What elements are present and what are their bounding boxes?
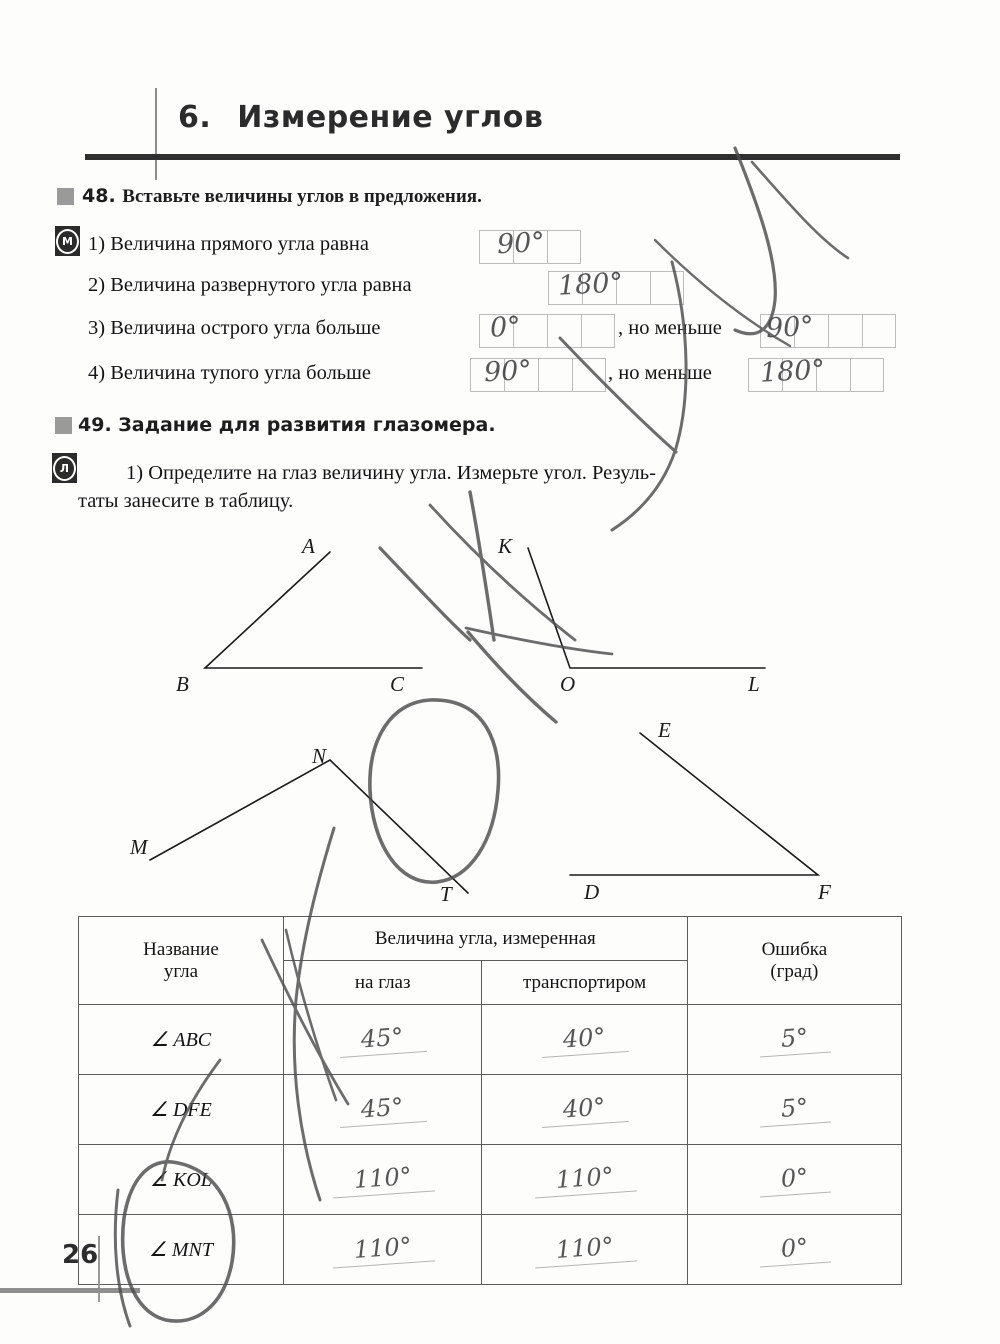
figure-label-O: O <box>560 672 576 696</box>
row-eye-value: 110° <box>331 1160 435 1198</box>
header-angle-name-line1: Название <box>143 938 219 960</box>
table-header-row-1 <box>79 917 902 961</box>
answer-cell[interactable] <box>547 230 581 264</box>
badge-m-letter: М <box>56 229 79 254</box>
task-48-heading <box>82 185 482 208</box>
task-48-number: 48. <box>82 185 116 207</box>
row-error-cell[interactable] <box>687 1005 901 1075</box>
figure-abc <box>205 552 422 668</box>
row-eye-cell[interactable] <box>283 1215 482 1285</box>
header-error-line1: Ошибка <box>761 938 828 960</box>
figure-label-T: T <box>440 882 452 906</box>
line-3-label: 3) <box>88 317 106 339</box>
row-error-value: 5° <box>758 1022 831 1058</box>
task-48-line-4-mid: , но меньше <box>608 362 712 384</box>
row-error-value: 0° <box>758 1232 831 1268</box>
header-angle-name <box>79 917 284 1005</box>
row-protractor-value: 40° <box>540 1021 628 1058</box>
header-measured-group: Величина угла, измеренная <box>283 917 687 961</box>
row-error-cell[interactable] <box>687 1145 901 1215</box>
row-error-value: 5° <box>758 1092 831 1128</box>
header-angle-name-line2: угла <box>163 960 199 982</box>
task-48-line-1 <box>88 233 369 256</box>
figure-label-A: A <box>302 534 315 558</box>
answer-cell[interactable] <box>650 271 684 305</box>
scribble-circle <box>370 700 499 882</box>
scribble-stroke <box>380 548 470 640</box>
task-48-line-4 <box>88 362 371 385</box>
line-2-text: Величина развернутого угла равна <box>110 274 412 296</box>
row-protractor-value: 110° <box>533 1230 637 1268</box>
row-protractor-value: 110° <box>533 1160 637 1198</box>
row-eye-value: 45° <box>338 1091 426 1128</box>
task-49-item-text-1: Определите на глаз величину угла. Измерьте угол. Резуль- <box>148 462 656 484</box>
answer-cell[interactable] <box>828 314 862 348</box>
answer-2-handwriting: 180° <box>557 267 624 302</box>
row-eye-value: 45° <box>338 1021 426 1058</box>
section-title-text: Измерение углов <box>237 100 544 135</box>
row-angle-name: ∠ KOL <box>79 1145 284 1215</box>
section-number: 6. <box>178 100 212 135</box>
figure-def <box>570 733 818 875</box>
scribble-stroke <box>735 148 775 334</box>
task-49-item-line-1 <box>126 462 656 485</box>
answer-4b-handwriting: 180° <box>759 354 826 389</box>
header-by-protractor: транспортиром <box>482 961 687 1005</box>
line-1-text: Величина прямого угла равна <box>110 233 369 255</box>
answer-cell[interactable] <box>850 358 884 392</box>
row-eye-cell[interactable] <box>283 1075 482 1145</box>
badge-m-icon <box>55 226 80 256</box>
table-row <box>79 1145 902 1215</box>
answer-3a-handwriting: 0° <box>489 311 522 344</box>
task-48-line-2 <box>88 274 412 297</box>
page-number: 26 <box>62 1240 99 1270</box>
figure-label-E: E <box>658 718 671 742</box>
figure-label-N: N <box>312 744 327 768</box>
scribble-stroke <box>470 492 494 640</box>
scribble-stroke <box>468 632 556 722</box>
answer-cell[interactable] <box>581 314 615 348</box>
figure-label-M: M <box>130 835 148 859</box>
line-1-label: 1) <box>88 233 106 255</box>
row-error-cell[interactable] <box>687 1215 901 1285</box>
row-eye-value: 110° <box>331 1230 435 1268</box>
table-row <box>79 1215 902 1285</box>
figure-kol <box>528 548 765 668</box>
answer-1-handwriting: 90° <box>496 226 546 261</box>
title-horizontal-rule <box>85 154 900 160</box>
scribble-stroke <box>752 162 848 258</box>
figure-label-L: L <box>748 672 760 696</box>
section-title <box>178 100 543 135</box>
table-row <box>79 1005 902 1075</box>
header-by-eye: на глаз <box>283 961 482 1005</box>
task-48-heading-text: Вставьте величины углов в предложения. <box>122 186 482 207</box>
task-49-item-label: 1) <box>126 462 144 484</box>
header-error-line2: (град) <box>770 960 819 982</box>
scribble-stroke <box>466 628 612 654</box>
badge-l-letter: Л <box>53 456 76 481</box>
task-48-bullet <box>57 188 74 205</box>
title-vertical-rule <box>155 88 157 180</box>
line-2-label: 2) <box>88 274 106 296</box>
row-eye-cell[interactable] <box>283 1005 482 1075</box>
badge-l-icon <box>52 453 77 483</box>
answer-3b-handwriting: 90° <box>765 310 815 345</box>
row-error-cell[interactable] <box>687 1075 901 1145</box>
figure-label-C: C <box>390 672 405 696</box>
figure-label-B: B <box>176 672 189 696</box>
row-protractor-cell[interactable] <box>482 1145 687 1215</box>
figure-label-D: D <box>584 880 600 904</box>
scribble-stroke <box>560 338 676 452</box>
line-4-text: Величина тупого угла больше <box>110 362 372 384</box>
row-protractor-cell[interactable] <box>482 1005 687 1075</box>
row-angle-name: ∠ DFE <box>79 1075 284 1145</box>
answer-4a-handwriting: 90° <box>483 354 533 389</box>
row-angle-name: ∠ ABC <box>79 1005 284 1075</box>
row-protractor-cell[interactable] <box>482 1075 687 1145</box>
answer-cell[interactable] <box>547 314 581 348</box>
table-row <box>79 1075 902 1145</box>
answer-cell[interactable] <box>572 358 606 392</box>
scribble-stroke <box>430 505 575 640</box>
figure-label-F: F <box>818 880 831 904</box>
line-4-label: 4) <box>88 362 106 384</box>
figure-label-K: K <box>498 534 513 558</box>
task-49-heading-text: Задание для развития глазомера. <box>118 414 496 436</box>
task-48-line-3-mid: , но меньше <box>618 317 722 339</box>
row-error-value: 0° <box>758 1162 831 1198</box>
row-eye-cell[interactable] <box>283 1145 482 1215</box>
task-49-bullet <box>55 417 72 434</box>
answer-cell[interactable] <box>538 358 572 392</box>
answer-cell[interactable] <box>862 314 896 348</box>
header-error <box>687 917 901 1005</box>
footer-horizontal-rule <box>0 1288 140 1293</box>
task-48-line-3 <box>88 317 380 340</box>
row-protractor-value: 40° <box>540 1091 628 1128</box>
task-49-heading <box>78 414 496 436</box>
results-table <box>78 916 902 1285</box>
task-49-item-line-2: таты занесите в таблицу. <box>78 490 294 512</box>
row-angle-name: ∠ MNT <box>79 1215 284 1285</box>
figure-mnt <box>150 760 468 893</box>
line-3-text: Величина острого угла больше <box>110 317 381 339</box>
row-protractor-cell[interactable] <box>482 1215 687 1285</box>
task-49-number: 49. <box>78 414 112 436</box>
